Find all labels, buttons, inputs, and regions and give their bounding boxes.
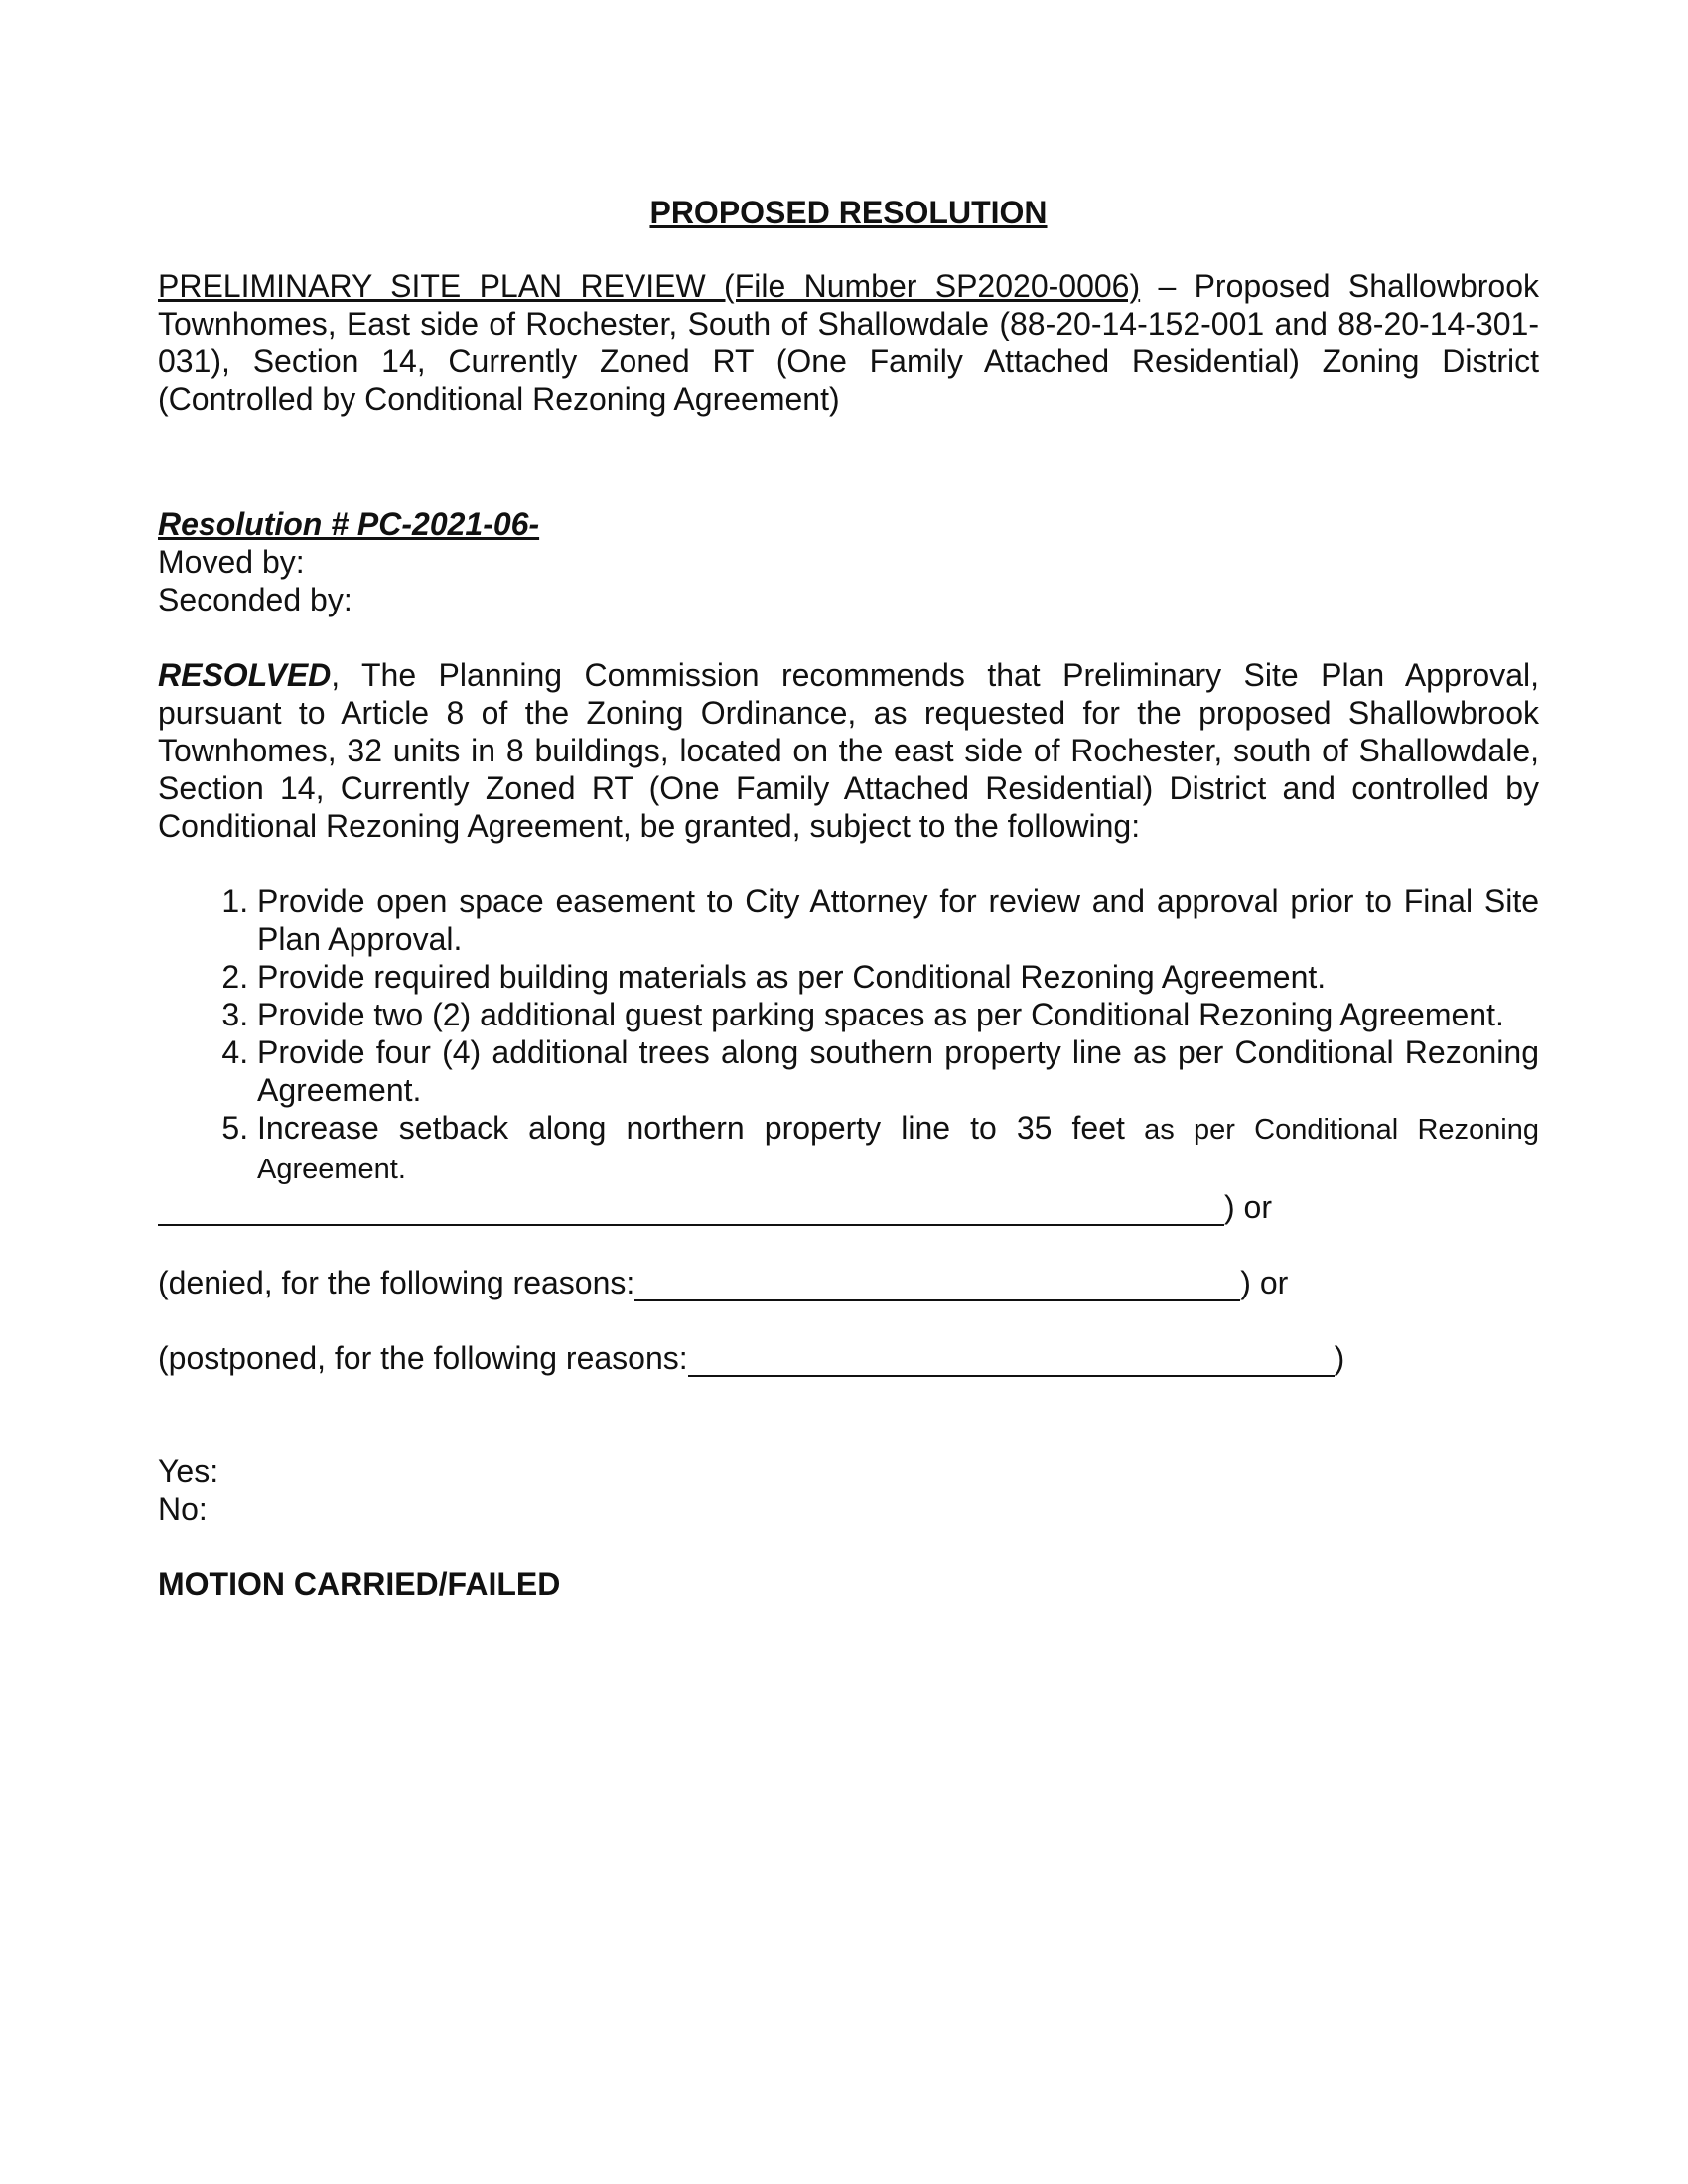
document-page	[158, 194, 1539, 1603]
conditions-list	[158, 883, 1539, 1188]
approval-suffix: ) or	[1224, 1189, 1272, 1225]
condition-item: 1. Provide open space easement to City Attorney for review and approval prior to Final Site Plan Approval.	[257, 883, 1539, 958]
condition-5-main: Increase setback along northern property line to 35 feet	[257, 1110, 1125, 1146]
condition-item: 2. Provide required building materials as per Conditional Rezoning Agreement.	[257, 958, 1539, 996]
no-votes-label: No:	[158, 1491, 208, 1527]
resolution-number: Resolution # PC-2021-06-	[158, 506, 540, 542]
postponed-suffix: )	[1334, 1340, 1345, 1376]
resolved-lead: RESOLVED	[158, 657, 332, 693]
yes-votes-label: Yes:	[158, 1453, 219, 1489]
denied-row	[158, 1264, 1539, 1301]
condition-5-tail: as per Conditional Rezoning Agreement.	[257, 1114, 1539, 1185]
postponed-reason-blank-line[interactable]	[688, 1343, 1335, 1377]
seconded-by-label: Seconded by:	[158, 582, 352, 617]
resolved-paragraph	[158, 656, 1539, 845]
page-title: PROPOSED RESOLUTION	[649, 195, 1048, 230]
intro-description: – Proposed Shallowbrook Townhomes, East side of Rochester, South of Shallowdale (88-20-14-152-001 and 88-20-14-301-031), Section 14, Currently Zoned RT (One Family Attached Residential) Zoning District (Controlled by Conditional Rezoning Agreement)	[158, 268, 1540, 417]
review-file-reference: PRELIMINARY SITE PLAN REVIEW (File Number SP2020-0006)	[158, 268, 1141, 304]
denied-suffix: ) or	[1240, 1265, 1289, 1300]
resolved-text: , The Planning Commission recommends that Preliminary Site Plan Approval, pursuant to Article 8 of the Zoning Ordinance, as requested for the proposed Shallowbrook Townhomes, 32 units in 8 buildings, located on the east side of Rochester, south of Shallowdale, Section 14, Currently Zoned RT (One Family Attached Residential) District and controlled by Conditional Rezoning Agreement, be granted, subject to the following:	[158, 657, 1539, 844]
approval-blank-row	[158, 1188, 1539, 1226]
intro-paragraph	[158, 267, 1539, 418]
approval-blank-line[interactable]	[158, 1192, 1224, 1226]
votes-section	[158, 1452, 1539, 1528]
condition-item	[257, 1109, 1539, 1188]
denied-label: (denied, for the following reasons:	[158, 1265, 635, 1300]
condition-item: 4. Provide four (4) additional trees along southern property line as per Conditional Rezoning Agreement.	[257, 1033, 1539, 1109]
denied-reason-blank-line[interactable]	[634, 1268, 1240, 1301]
condition-item: 3. Provide two (2) additional guest parking spaces as per Conditional Rezoning Agreement.	[257, 996, 1539, 1033]
moved-by-label: Moved by:	[158, 544, 305, 580]
postponed-label: (postponed, for the following reasons:	[158, 1340, 688, 1376]
motion-status: MOTION CARRIED/FAILED	[158, 1567, 561, 1602]
postponed-row	[158, 1339, 1539, 1377]
